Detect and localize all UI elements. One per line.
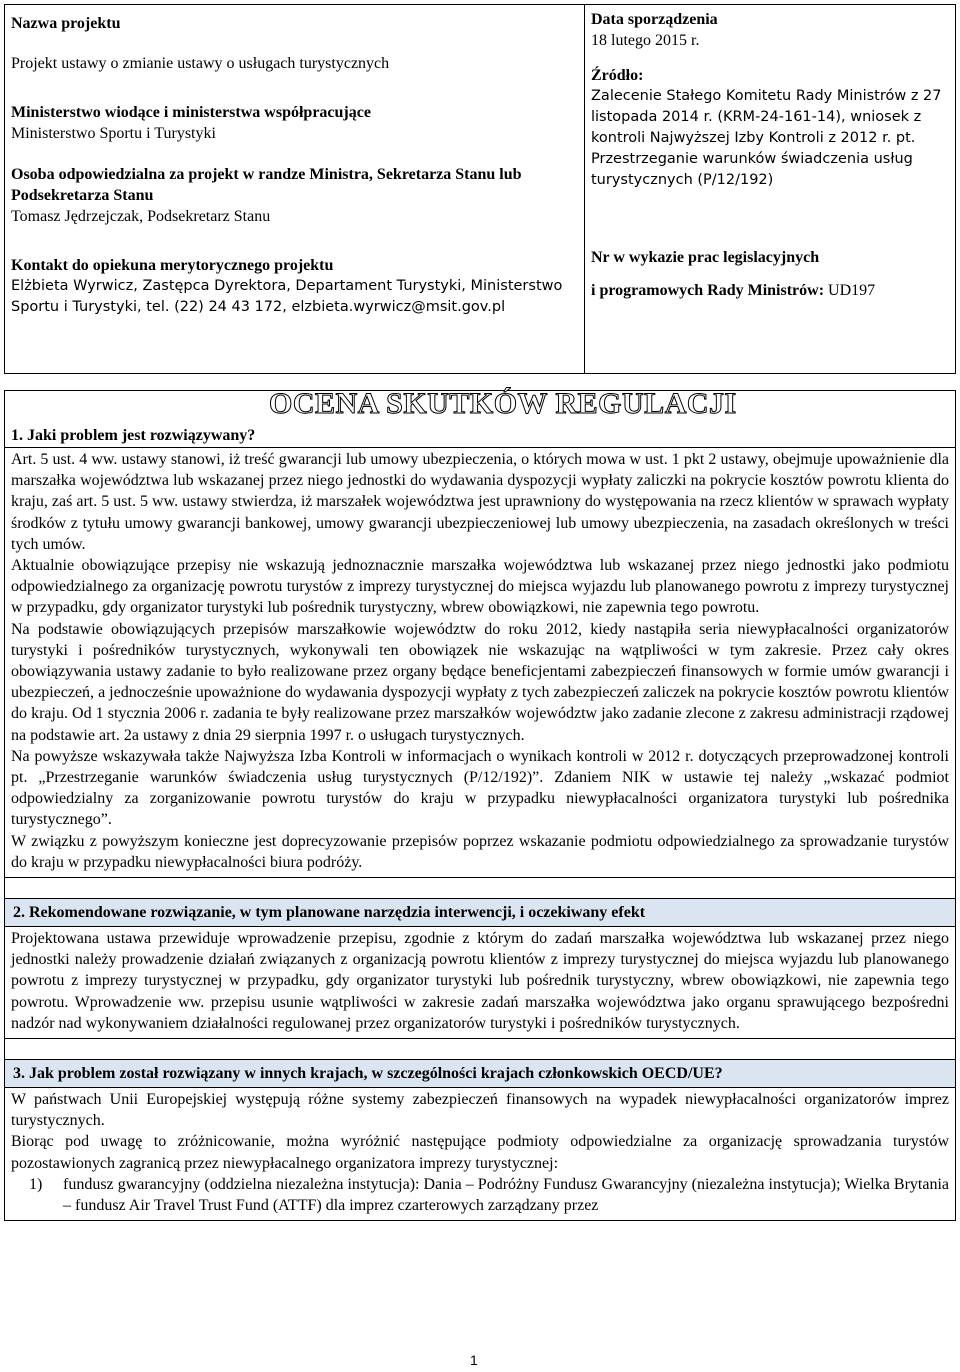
- ministry-name: Ministerstwo Sportu i Turystyki: [11, 125, 216, 142]
- document-page: [4, 4, 956, 1221]
- title-row: [5, 387, 955, 448]
- paragraph: Biorąc pod uwagę to zróżnicowanie, można wyróżnić następujące podmioty odpowiedzialne za organizację sprowadzania turystów pozostawionych zagranicą przez niewypłacalnego organizatora imprezy turystycznej:: [11, 1133, 949, 1172]
- registry-label-2: i programowych Rady Ministrów:: [591, 282, 825, 299]
- regulatory-assessment-table: [4, 387, 956, 1221]
- section-2-body: [5, 927, 955, 1038]
- registry-line: [591, 280, 949, 301]
- spacer-row: [5, 1038, 955, 1060]
- section-2-heading: 2. Rekomendowane rozwiązanie, w tym planowane narzędzia interwencji, i oczekiwany efekt: [5, 899, 955, 927]
- source-text: Zalecenie Stałego Komitetu Rady Ministrów z 27 listopada 2014 r. (KRM-24-161-14), wniosek z kontroli Najwyższej Izby Kontroli z 2012 r. pt. Przestrzeganie warunków świadczenia usług turystycznych (P/12/192): [591, 88, 942, 188]
- section-1-heading: 1. Jaki problem jest rozwiązywany?: [11, 427, 256, 444]
- project-label: Nazwa projektu: [11, 15, 121, 32]
- project-name: Projekt ustawy o zmianie ustawy o usługach turystycznych: [11, 55, 390, 72]
- list-item-number: 1): [29, 1175, 43, 1193]
- section-1-body: [5, 448, 955, 877]
- person-name: Tomasz Jędrzejczak, Podsekretarz Stanu: [11, 208, 271, 225]
- date-value: 18 lutego 2015 r.: [591, 32, 700, 49]
- paragraph: Na podstawie obowiązujących przepisów marszałkowie województw do roku 2012, kiedy nastąpiła seria niewypłacalności organizatorów turystyki i pośredników turystycznych, wykonywali ten obowiązek nie wskazując na wątpliwości w tym zakresie. Przez cały okres obowiązywania ustawy zadanie to było realizowane przez organy będące beneficjentami zabezpieczeń finansowych w formie umów gwarancji i ubezpieczeń, a jednocześnie upoważnione do wydawania dyspozycji wypłaty z tych zabezpieczeń zaliczek na pokrycie kosztów powrotu klientów do kraju. Od 1 stycznia 2006 r. zadania te były realizowane przez marszałków województw jako zadanie zlecone z zakresu administracji rządowej na podstawie art. 2a ustawy z dnia 29 sierpnia 1997 r. o usługach turystycznych.: [11, 620, 949, 744]
- page-number: 1: [470, 1352, 478, 1368]
- list-item-text: fundusz gwarancyjny (oddzielna niezależna instytucja): Dania – Podróżny Fundusz Gwarancyjny (niezależna instytucja); Wielka Brytania – fundusz Air Travel Trust Fund (ATTF) dla imprez czarterowych zarządzany przez: [63, 1175, 949, 1215]
- ministry-label: Ministerstwo wiodące i ministerstwa współpracujące: [11, 104, 371, 121]
- paragraph: W związku z powyższym konieczne jest doprecyzowanie przepisów poprzez wskazanie podmiotu odpowiedzialnego za sprowadzanie turystów do kraju w przypadku niewypłacalności biura podróży.: [11, 832, 949, 871]
- paragraph: Art. 5 ust. 4 ww. ustawy stanowi, iż treść gwarancji lub umowy ubezpieczenia, o których mowa w ust. 1 pkt 2 ustawy, obejmuje upoważnienie dla marszałka województwa lub wskazanej przez niego jednostki do wydawania dyspozycji wypłaty zaliczki na pokrycie kosztów powrotu klienta do kraju, zaś art. 5 ust. 5 ww. ustawy stwierdza, iż marszałek województwa jest uprawniony do występowania na rzecz klientów w sprawach wypłaty środków z tytułu umowy gwarancji bankowej, umowy gwarancji ubezpieczeniowej lub umowy ubezpieczenia, na zasadach określonych w treści tych umów.: [11, 451, 949, 553]
- source-label: Źródło:: [591, 67, 644, 84]
- registry-number: UD197: [824, 282, 876, 299]
- paragraph: W państwach Unii Europejskiej występują różne systemy zabezpieczeń finansowych na wypadek niewypłacalności organizatorów imprez turystycznych.: [11, 1091, 949, 1130]
- header-table: [4, 4, 956, 374]
- paragraph: Na powyższe wskazywała także Najwyższa Izba Kontroli w informacjach o wynikach kontroli w 2012 r. dotyczących przeprowadzonej kontroli pt. „Przestrzeganie warunków świadczenia usług turystycznych (P/12/192)”. Zdaniem NIK w ustawie tej należy „wskazać podmiot odpowiedzialny za zorganizowanie powrotu turystów do kraju w przypadku niewypłacalności organizatora turystyki lub pośrednika turystycznego”.: [11, 747, 949, 829]
- header-right-cell: [585, 5, 955, 373]
- spacer-row: [5, 877, 955, 899]
- paragraph: Projektowana ustawa przewiduje wprowadzenie przepisu, zgodnie z którym do zadań marszałka województwa lub wskazanej przez niego jednostki należy prowadzenie działań związanych z organizacją powrotu klientów z imprezy turystycznej do miejsca wyjazdu lub planowanego powrotu z imprezy turystycznej w przypadku, gdy organizator turystyki lub pośrednik turystyczny, wbrew obowiązkowi, nie zapewnia tego powrotu. Wprowadzenie ww. przepisu usunie wątpliwości w zakresie zadań marszałka województwa jako organu sprawującego bezpośredni nadzór nad wykonywaniem działalności regulowanej przez organizatorów turystyki i pośredników turystycznych.: [11, 930, 949, 1032]
- person-label: Osoba odpowiedzialna za projekt w randze Ministra, Sekretarza Stanu lub Podsekretarza Stanu: [11, 166, 522, 204]
- registry-label: Nr w wykazie prac legislacyjnych: [591, 249, 820, 266]
- section-3-heading: 3. Jak problem został rozwiązany w innych krajach, w szczególności krajach członkowskich OECD/UE?: [5, 1060, 955, 1088]
- date-label: Data sporządzenia: [591, 11, 718, 28]
- page-title: OCENA SKUTKÓW REGULACJI: [269, 387, 737, 420]
- list-item: [11, 1174, 949, 1216]
- section-3-body: [5, 1088, 955, 1220]
- contact-text: Elżbieta Wyrwicz, Zastępca Dyrektora, Departament Turystyki, Ministerstwo Sportu i Turystyki, tel. (22) 24 43 172, elzbieta.wyrwicz@msit.gov.pl: [11, 278, 563, 315]
- paragraph: Aktualnie obowiązujące przepisy nie wskazują jednoznacznie marszałka województwa lub wskazanej przez niego jednostki jako podmiotu odpowiedzialnego za organizację powrotu turystów z imprezy turystycznej do miejsca wyjazdu lub planowanego powrotu z imprezy turystycznej w przypadku, gdy organizator turystyki lub pośrednik turystyczny, wbrew obowiązkowi, nie zapewnia tego powrotu.: [11, 557, 949, 617]
- header-left-cell: [5, 5, 585, 373]
- contact-label: Kontakt do opiekuna merytorycznego projektu: [11, 257, 334, 274]
